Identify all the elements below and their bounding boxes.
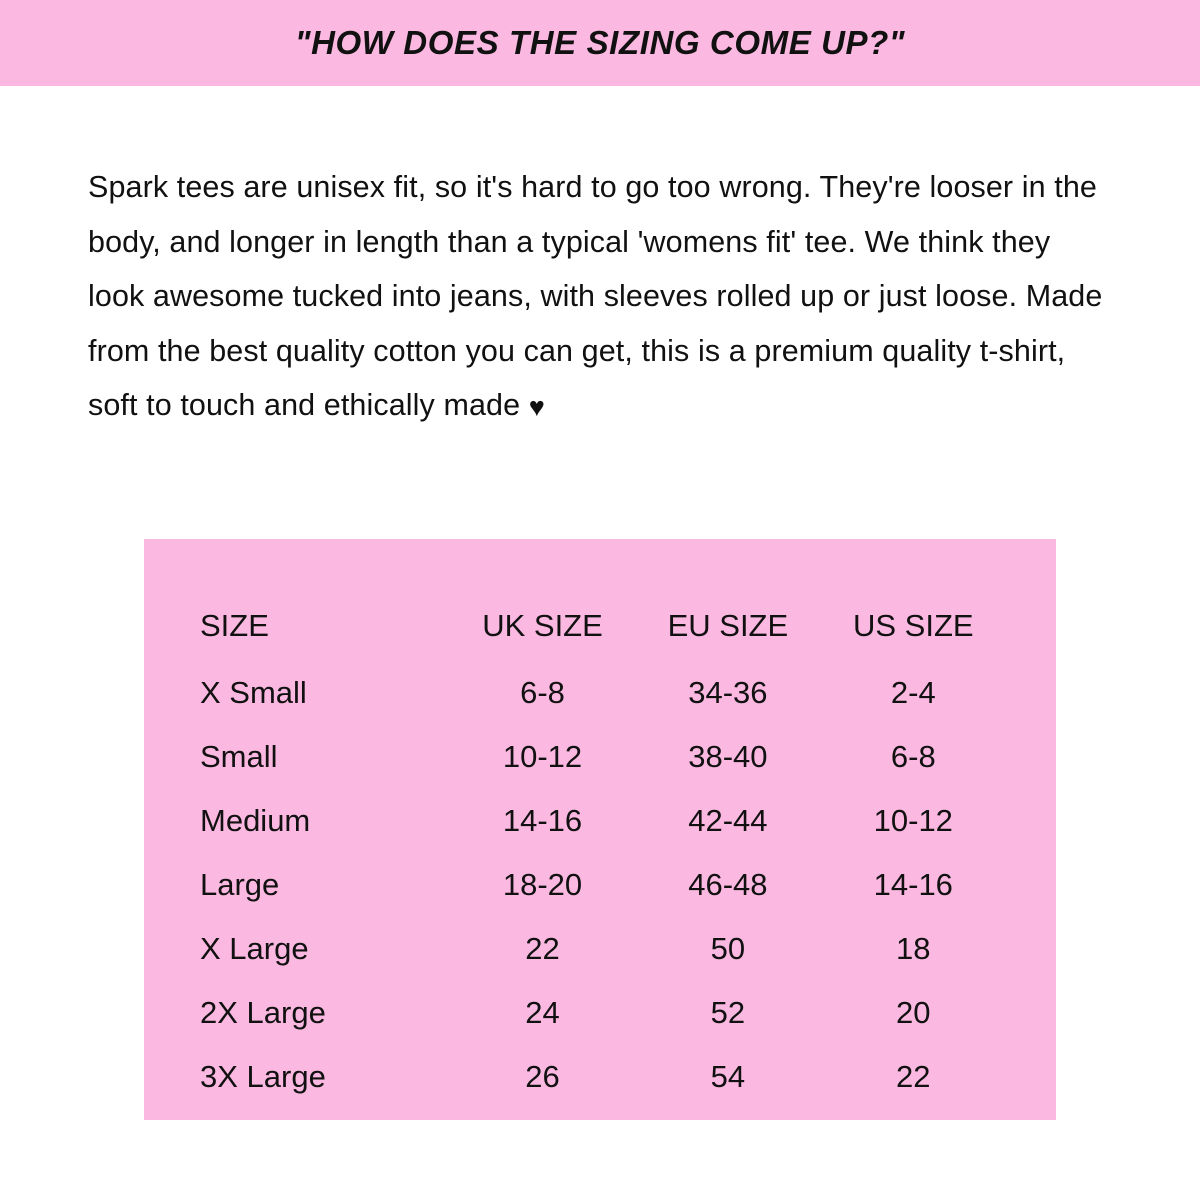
cell-eu: 46-48 bbox=[688, 867, 768, 902]
cell-size: Small bbox=[200, 739, 278, 774]
cell-us: 20 bbox=[896, 995, 931, 1030]
cell-eu: 34-36 bbox=[688, 675, 768, 710]
cell-eu: 54 bbox=[710, 1059, 746, 1094]
table-row bbox=[194, 981, 1006, 1045]
header-band bbox=[0, 0, 1200, 86]
cell-us: 14-16 bbox=[873, 867, 953, 902]
column-header-us: US SIZE bbox=[852, 608, 974, 643]
size-chart-card bbox=[144, 539, 1056, 1120]
table-row bbox=[194, 661, 1006, 725]
cell-size: 3X Large bbox=[200, 1059, 326, 1094]
cell-eu: 52 bbox=[710, 995, 746, 1030]
cell-eu: 42-44 bbox=[688, 803, 768, 838]
table-row bbox=[194, 789, 1006, 853]
cell-size: 2X Large bbox=[200, 995, 326, 1030]
cell-uk: 14-16 bbox=[502, 803, 583, 838]
cell-uk: 22 bbox=[525, 931, 560, 966]
cell-size: Large bbox=[200, 867, 280, 902]
size-chart-table bbox=[194, 591, 1006, 1109]
column-header-eu: EU SIZE bbox=[667, 608, 789, 643]
description-text: Spark tees are unisex fit, so it's hard to go too wrong. They're looser in the body, and longer in length than a typical 'womens fit' tee. We think they look awesome tucked into jeans, with sleeves rolled up or just loose. Made from the best quality cotton you can get, this is a premium quality t-shirt, soft to touch and ethically made bbox=[88, 170, 1103, 422]
table-row bbox=[194, 853, 1006, 917]
cell-uk: 26 bbox=[525, 1059, 560, 1094]
table-row bbox=[194, 725, 1006, 789]
cell-us: 18 bbox=[896, 931, 931, 966]
cell-us: 2-4 bbox=[890, 675, 936, 710]
table-row bbox=[194, 1045, 1006, 1109]
column-header-size: SIZE bbox=[200, 608, 269, 643]
column-header-uk: UK SIZE bbox=[482, 608, 603, 643]
cell-us: 10-12 bbox=[873, 803, 953, 838]
cell-uk: 10-12 bbox=[502, 739, 583, 774]
table-row bbox=[194, 917, 1006, 981]
cell-size: X Large bbox=[200, 931, 309, 966]
cell-uk: 18-20 bbox=[502, 867, 583, 902]
size-chart-body bbox=[194, 661, 1006, 1109]
cell-eu: 38-40 bbox=[688, 739, 768, 774]
cell-size: X Small bbox=[200, 675, 307, 710]
cell-us: 22 bbox=[896, 1059, 931, 1094]
size-chart-head bbox=[194, 591, 1006, 661]
cell-eu: 50 bbox=[710, 931, 746, 966]
page-title: "HOW DOES THE SIZING COME UP?" bbox=[294, 24, 906, 61]
cell-uk: 24 bbox=[525, 995, 560, 1030]
cell-uk: 6-8 bbox=[520, 675, 565, 710]
heart-icon: ♥ bbox=[528, 392, 545, 422]
cell-us: 6-8 bbox=[890, 739, 936, 774]
table-header-row bbox=[194, 591, 1006, 661]
cell-size: Medium bbox=[200, 803, 311, 838]
description-paragraph bbox=[88, 160, 1108, 433]
